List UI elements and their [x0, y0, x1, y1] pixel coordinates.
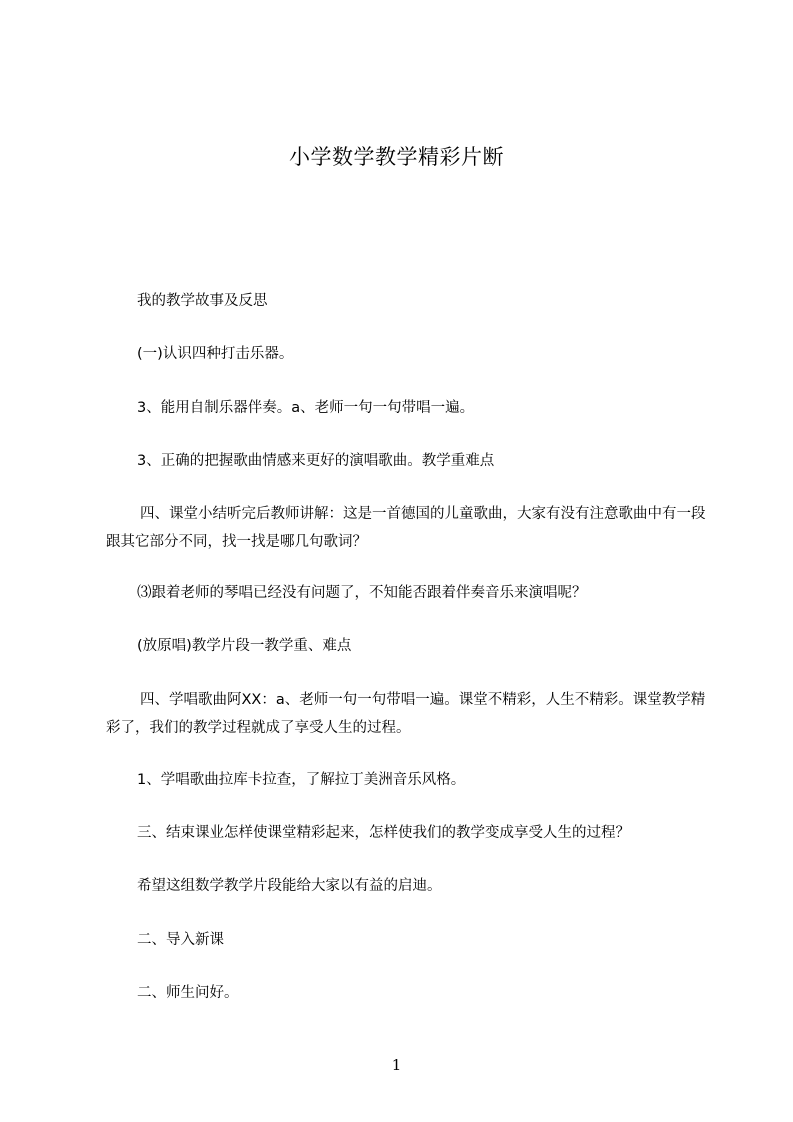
page-number: 1 — [391, 1056, 402, 1074]
paragraph: 1、学唱歌曲拉库卡拉查，了解拉丁美洲音乐风格。 — [137, 772, 466, 788]
paragraph: (一)认识四种打击乐器。 — [137, 346, 294, 362]
paragraph: (放原唱)教学片段一教学重、难点 — [137, 638, 352, 654]
paragraph: 三、结束课业怎样使课堂精彩起来，怎样使我们的教学变成享受人生的过程？ — [137, 825, 630, 841]
paragraph: 二、师生问好。 — [137, 985, 239, 1001]
document-title: 小学数学教学精彩片断 — [289, 145, 504, 169]
paragraph: 四、学唱歌曲阿XX：a、老师一句一句带唱一遍。课堂不精彩，人生不精彩。课堂教学精彩了，我们的教学过程就成了享受人生的过程。 — [106, 692, 706, 736]
paragraph: 二、导入新课 — [137, 932, 224, 948]
paragraph: ⑶跟着老师的琴唱已经没有问题了，不知能否跟着伴奏音乐来演唱呢？ — [137, 585, 587, 601]
paragraph: 四、课堂小结听完后教师讲解：这是一首德国的儿童歌曲，大家有没有注意歌曲中有一段跟其它部分不同，找一找是哪几句歌词？ — [106, 506, 706, 550]
paragraph: 我的教学故事及反思 — [137, 293, 268, 309]
paragraph: 希望这组数学教学片段能给大家以有益的启迪。 — [137, 878, 442, 894]
paragraph: 3、正确的把握歌曲情感来更好的演唱歌曲。教学重难点 — [137, 453, 495, 469]
paragraph: 3、能用自制乐器伴奏。a、老师一句一句带唱一遍。 — [137, 400, 475, 416]
